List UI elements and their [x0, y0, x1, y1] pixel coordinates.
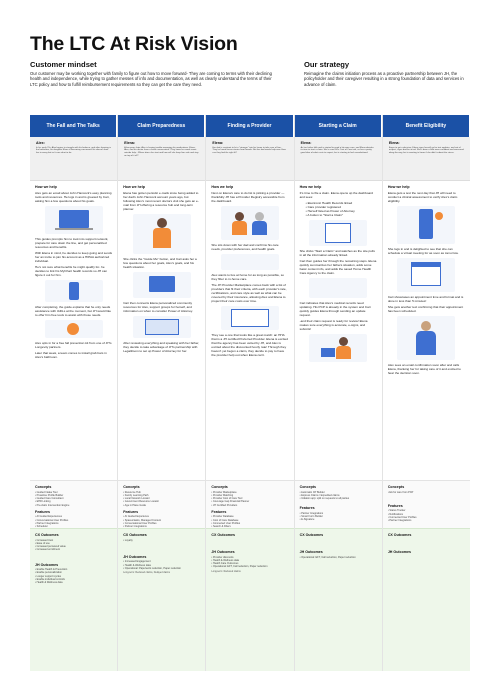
step-text: He's not sure what benefits he might qualify for- he decides to link his MyChart health records so JH can figure it out for him.	[35, 265, 108, 277]
step-text: She clicks the "Guide Me" button, and Cari asks her a few questions about her goals, Alex's goals, and his health situation.	[123, 257, 197, 269]
video-call-illustration	[133, 316, 191, 338]
feature-item: • Partner Integrations	[35, 522, 112, 525]
concepts-heading: Concepts	[299, 485, 316, 489]
step-text: Cari showcases an appointment time and format and is done in less than 5 minutes!	[387, 295, 464, 303]
jh-outcome-item: • Health & Wellness data	[35, 581, 112, 584]
jh-outcomes-heading: JH Outcomes	[211, 550, 235, 554]
how-we-help-heading: How we help	[123, 185, 145, 189]
our-strategy-heading: Our strategy	[304, 60, 350, 69]
column-header: Claim Preparedness	[118, 115, 205, 137]
step-text: After completing, the guide explains that he only needs assistance with IADLs at the moment, but JH would like to offer him free tools to assist with those needs.	[35, 305, 112, 317]
concept-item: • Local Network Locator	[123, 497, 200, 500]
features-heading: Features	[299, 506, 315, 511]
feature-item: • Scheduler	[35, 525, 112, 528]
journey-column	[295, 115, 383, 671]
checklist-item: • Care provider registered	[306, 205, 377, 209]
cx-outcome-item: • Loyalty	[123, 539, 200, 542]
cx-outcome-item: • Increased enrollment	[35, 548, 112, 551]
concepts-features	[30, 480, 117, 528]
outcomes	[383, 528, 470, 671]
step-text: She clicks "Start a Claim" and watches as the site pulls in all the information already linked.	[299, 249, 375, 257]
customer-mindset-heading: Customer mindset	[30, 60, 97, 69]
concepts-heading: Concepts	[123, 485, 140, 489]
feature-item: • Conversational User Profiles	[123, 522, 200, 525]
step-text: Cari then connects Elena personalized community resources for Alex, support groups for herself, and information on when to consider Power of Attorney.	[123, 301, 193, 313]
jh-outcomes-heading: JH Outcomes	[123, 554, 147, 559]
concept-item: • Pre-claim Intervention Engine	[35, 504, 112, 507]
jh-outcome-item: • Operational: EFT, Call reduction, Paper reduction	[300, 556, 377, 559]
journey-columns	[30, 115, 470, 671]
concept-item: • Guided Care Consultant	[35, 497, 112, 500]
how-we-help-heading: How we help	[299, 185, 322, 189]
persona-text: As her father falls and is started to need a lot more care, and Elena decides its time to start a claim. She's used JH's Cost of Care tool, so has a pretty good idea of what costs to expect, but is starting to feel overwhelmed.	[300, 146, 374, 155]
features-heading: Features	[123, 509, 139, 514]
feature-item: • Notifications	[388, 513, 465, 516]
persona-card	[383, 137, 470, 181]
jh-outcomes-heading: JH Outcomes	[387, 550, 411, 554]
journey-column	[206, 115, 294, 671]
concept-item: • Initiation app: split on requests to all parties	[300, 497, 377, 500]
feature-item: • Conversational User Profiles	[35, 519, 112, 522]
step-text: Elena has gotten periodic e-mails since being added to her dad's John Hancock account years ago, but following Alex's most recent doctors visit she gets an e-mail from JH offering a resource hub and long-term planner.	[123, 191, 199, 211]
persona-text: A few years later, Alex is having trouble managing his medications. Elena, Alex, and his doctor have a frank conversation. They know he needs some outside help - Where does she start and how will she keep him safe and stay on top of it all?	[124, 146, 199, 158]
feature-item: • Partner Integrations	[300, 512, 377, 515]
step-text: Alex gets an email about John Hancock's easy planning tools and resources. He logs in and is greeted by Cari, asking him a few questions about his goals.	[35, 191, 112, 203]
how-we-help	[206, 181, 293, 480]
step-text: The JH Provider Marketplace comes back with a list of providers that fit their criteria, with each provider's rate, certifications, and care style as well as what can be covered by their insurance, allowing Alex and Elena to project their care costs over time.	[211, 283, 287, 303]
concept-item: • Automatic CP Builder	[300, 491, 377, 494]
concept-item: • Proactive Profile Builder	[35, 494, 112, 497]
calendar-illustration	[397, 258, 455, 292]
feature-item: • Connected User Profiles	[388, 516, 465, 519]
step-text: She gets another text confirming that their appointment has been scheduled.	[387, 305, 464, 313]
checklist-item: • Electronic Health Records linked	[306, 201, 377, 205]
feature-item: • AI Guided Experience	[123, 515, 200, 518]
jh-outcome-item: • Health & Wellness data	[211, 559, 288, 562]
jh-outcome-item: • Provider discounts	[211, 556, 288, 559]
cx-outcomes-heading: CX Outcomes	[211, 533, 235, 537]
feature-item: • Cost of Care Database	[211, 519, 288, 522]
phone-text-illustration	[397, 206, 455, 244]
page-title: The LTC At Risk Vision	[30, 33, 238, 55]
how-we-help	[118, 181, 205, 480]
persona-card	[30, 137, 117, 181]
phone-illustration	[45, 280, 103, 302]
filter-illustration	[221, 254, 279, 270]
persona-name: Elena:	[124, 141, 135, 145]
long-term-note: Long-term: Reduced claims	[211, 569, 241, 573]
persona-name: Alex:	[36, 141, 45, 145]
concept-item: • JH Certified Providers	[211, 504, 288, 507]
step-text: Next on Elena's care to do list is picking a provider — thankfully JH has a Provider Registry accessible from the dashboard.	[211, 191, 285, 203]
person-illustration	[133, 214, 191, 254]
persona-name: Elena:	[212, 141, 224, 145]
persona-card	[295, 137, 382, 181]
feature-item: • Connected User Profiles	[211, 522, 288, 525]
persona-text: Eager to get a decision, Elena signs herself up for text updates, and out of respect, signs dad for in too! She's been a little more confident and reassured along the way, but is wanting to know if she didn't submit the stress.	[388, 146, 464, 155]
step-text: With Elena in mind, he decides to keep going and sends her an invite to join his account as a HIPAA authorized individual.	[35, 251, 113, 263]
feature-item: • Status Tracker	[388, 509, 465, 512]
jh-outcome-item: • Health Care Outcomes	[211, 562, 288, 565]
feature-item: • AI Guided Experiences	[35, 515, 112, 518]
concepts-features	[118, 480, 205, 528]
laptop-illustration	[45, 206, 103, 234]
jh-outcome-item: • Enable personalization	[35, 571, 112, 574]
concept-item: • Provider Matching	[211, 494, 288, 497]
feature-item: • Spaces/tasks, Managed Content	[123, 519, 200, 522]
column-header: The Fall and The Talks	[30, 115, 117, 137]
how-we-help-heading: How we help	[387, 185, 410, 189]
marketplace-illustration	[221, 306, 279, 330]
jh-outcomes-heading: JH Outcomes	[35, 562, 59, 567]
concept-item: • EHR Linking	[35, 500, 112, 503]
step-text: Alex sees an email confirmation soon after and calls Elena, thanking her for taking care of it and excited to hear the decision soon.	[387, 363, 461, 375]
cx-outcome-item: • Increased trust	[35, 539, 112, 542]
step-text: She sits down with her dad and confirms his care needs, provider preferences, and health goals.	[211, 243, 279, 251]
concept-item: • Government Resource Locator	[123, 500, 200, 503]
journey-column	[383, 115, 470, 671]
step-text: They see a one that looks like a great match: an HHA that is a JH certified Preferred Provider. Elena is excited that the agency has been vetted by JH, and Alex is excited about the discounted hourly rate! Through they haven't yet begun a claim, they decide to pay to have the provider help out when Elena can't.	[211, 333, 288, 357]
feature-item: • Search & Filters	[211, 525, 288, 528]
jh-outcome-item: • Enable individual controls	[35, 578, 112, 581]
how-we-help	[30, 181, 117, 480]
claim-form-illustration	[309, 220, 367, 246]
concepts-heading: Concepts	[211, 485, 228, 489]
how-we-help	[383, 181, 470, 480]
persona-card	[118, 137, 205, 181]
step-text: She logs in and is delighted to see that she can schedule a virtual meeting for as soon as tomorrow.	[387, 247, 459, 255]
concepts-features	[383, 480, 470, 528]
step-text: Later that week, a team comes to install grab bars in Alex's bathroom.	[35, 351, 107, 359]
our-strategy-body: Reimagine the claims initiation process as a proactive partnership between JH, the policyholder and their caregiver resulting in a strong foundation of data and services in advance of claim.	[304, 71, 464, 87]
jh-outcome-item: • Operational: Paperwork reduction, Paper reduction	[123, 567, 200, 570]
journey-column	[30, 115, 118, 671]
jh-outcome-item: • Operational: EFT, Call reduction, Paper reduction	[211, 565, 288, 568]
persona-text: In his early 70s, Alex begins to struggle with his balance, and after sleeping in the bathroom, his daughter Elena is becoming concerned. He doesn't want her to worry but isn't sure what to do.	[36, 146, 112, 155]
jh-outcome-item: • Enable Health & Prevention	[35, 568, 112, 571]
concepts-features	[295, 480, 382, 528]
cx-outcomes-heading: CX Outcomes	[387, 533, 412, 537]
cx-outcomes-heading: CX Outcomes	[299, 533, 324, 537]
concept-item: • Express Claims / Expedited claims	[300, 494, 377, 497]
step-text: This guides prompts him to look into support network, prepare for care down the line, and get personalized resources and benefits.	[35, 237, 109, 249]
checklist-item: • A button to "Start a Claim"	[306, 213, 377, 217]
concept-item: • Family Learning Path	[123, 494, 200, 497]
concept-item: • Guided Intake Tour	[35, 491, 112, 494]
jh-outcome-item: • Health & Wellness data	[123, 564, 200, 567]
outcomes	[295, 528, 382, 671]
concept-item: • Provider Marketplace	[211, 491, 288, 494]
persona-card	[206, 137, 293, 181]
concepts-features	[206, 480, 293, 528]
feature-item: • Provider Database	[211, 515, 288, 518]
feature-item: • Partner Integrations	[388, 519, 465, 522]
feature-item: • Partner Integrations	[123, 525, 200, 528]
cx-outcome-item: • Increased perceived value	[35, 545, 112, 548]
records-illustration	[309, 278, 367, 298]
features-heading: Features	[211, 509, 227, 514]
how-we-help-heading: How we help	[211, 185, 234, 189]
woman-laptop-illustration	[309, 334, 367, 362]
column-header: Starting a Claim	[295, 115, 382, 137]
step-text: After reviewing everything and speaking with her father, they decide to take advantage of JH's partnership with LegalZoom to set up Power of Attorney for her.	[123, 341, 200, 353]
concept-item: • Age in Place Guide	[123, 504, 200, 507]
outcomes	[30, 528, 117, 671]
features-heading: Features	[35, 509, 50, 514]
cx-outcomes-heading: CX Outcomes	[123, 533, 147, 537]
dashboard-checklist	[306, 201, 377, 217]
persona-name: Elena:	[388, 141, 400, 145]
concept-item: • Coverage Gap Financial Planner	[211, 500, 288, 503]
step-text: -and their claim request is ready for review! Elena makes sure everything is accurate, e-signs, and submits!	[299, 319, 368, 331]
jh-outcomes-heading: JH Outcomes	[299, 550, 323, 554]
concept-item: • Provider Cost of Care Tool	[211, 497, 288, 500]
step-text: Cari indicates that Alex's medical records need updating. His PCP is already in the system and Cari quickly guides Elena through sending an update request.	[299, 301, 371, 317]
column-header: Benefit Eligibility	[383, 115, 470, 137]
cx-outcome-item: • Ease of use	[35, 542, 112, 545]
desk-illustration	[133, 272, 191, 298]
outcomes	[118, 528, 205, 671]
step-text: Alex opts in for a free fall prevention kit from one of JH's Longevity partners.	[35, 341, 112, 349]
how-we-help	[295, 181, 382, 480]
jh-outcome-item: • Longer support cycles	[35, 575, 112, 578]
man-phone-illustration	[397, 316, 455, 360]
feature-item: • E-Signature	[300, 518, 377, 521]
features-heading: Features	[387, 503, 403, 508]
how-we-help-heading: How we help	[35, 185, 57, 189]
long-term-note: Long-term: Reduced claims, Delayed claims	[123, 571, 170, 575]
concept-item: • EA for care from PCP	[388, 491, 465, 494]
checklist-item: • Herself listed as Power of Attorney	[306, 209, 377, 213]
concepts-heading: Concepts	[35, 485, 52, 489]
concept-item: • Resource Hub	[123, 491, 200, 494]
jh-outcome-item: • Increased Engagement	[123, 560, 200, 563]
journey-column	[118, 115, 206, 671]
step-text: Alex wants to live at home for as long as possible, so they filter to in-home care.	[211, 273, 284, 281]
cx-outcomes-heading: CX Outcomes	[35, 533, 59, 537]
persona-text: Her dad is resistant to let a "stranger" into his home to take care of him. They've heard horror stories from friends. But her dad needs help now. How can they find the right fit?	[212, 146, 286, 155]
customer-mindset-body: Our customer may be working together with family to figure out how to move forward- They are coming to terms with their declining health and independence, while trying to gather messes of info and documentation, as well as clearly understand the terms of their LTC policy and how to fulfill reimbursement requirements so they can get the care they need.	[30, 71, 272, 87]
outcomes	[206, 528, 293, 671]
step-text: Cari then guides her through the remaining steps. Elena quickly summarizes her fathers situation, adds some basic context info, and adds the saved Home Health Care Agency to the claim.	[299, 259, 377, 275]
persona-name: Elena:	[300, 141, 312, 145]
concepts-heading: Concepts	[387, 485, 405, 489]
step-text: Elena gets a text the next day that JH will need to conduct a clinical assessment to verify Alex's claim eligibility.	[387, 191, 458, 203]
column-header: Finding a Provider	[206, 115, 293, 137]
kit-illustration	[45, 320, 103, 338]
feature-item: • Smart Form Builder	[300, 515, 377, 518]
couple-illustration	[221, 206, 279, 240]
step-text: It's time to file a claim. Elena opens up the dashboard and sees:	[299, 191, 373, 199]
